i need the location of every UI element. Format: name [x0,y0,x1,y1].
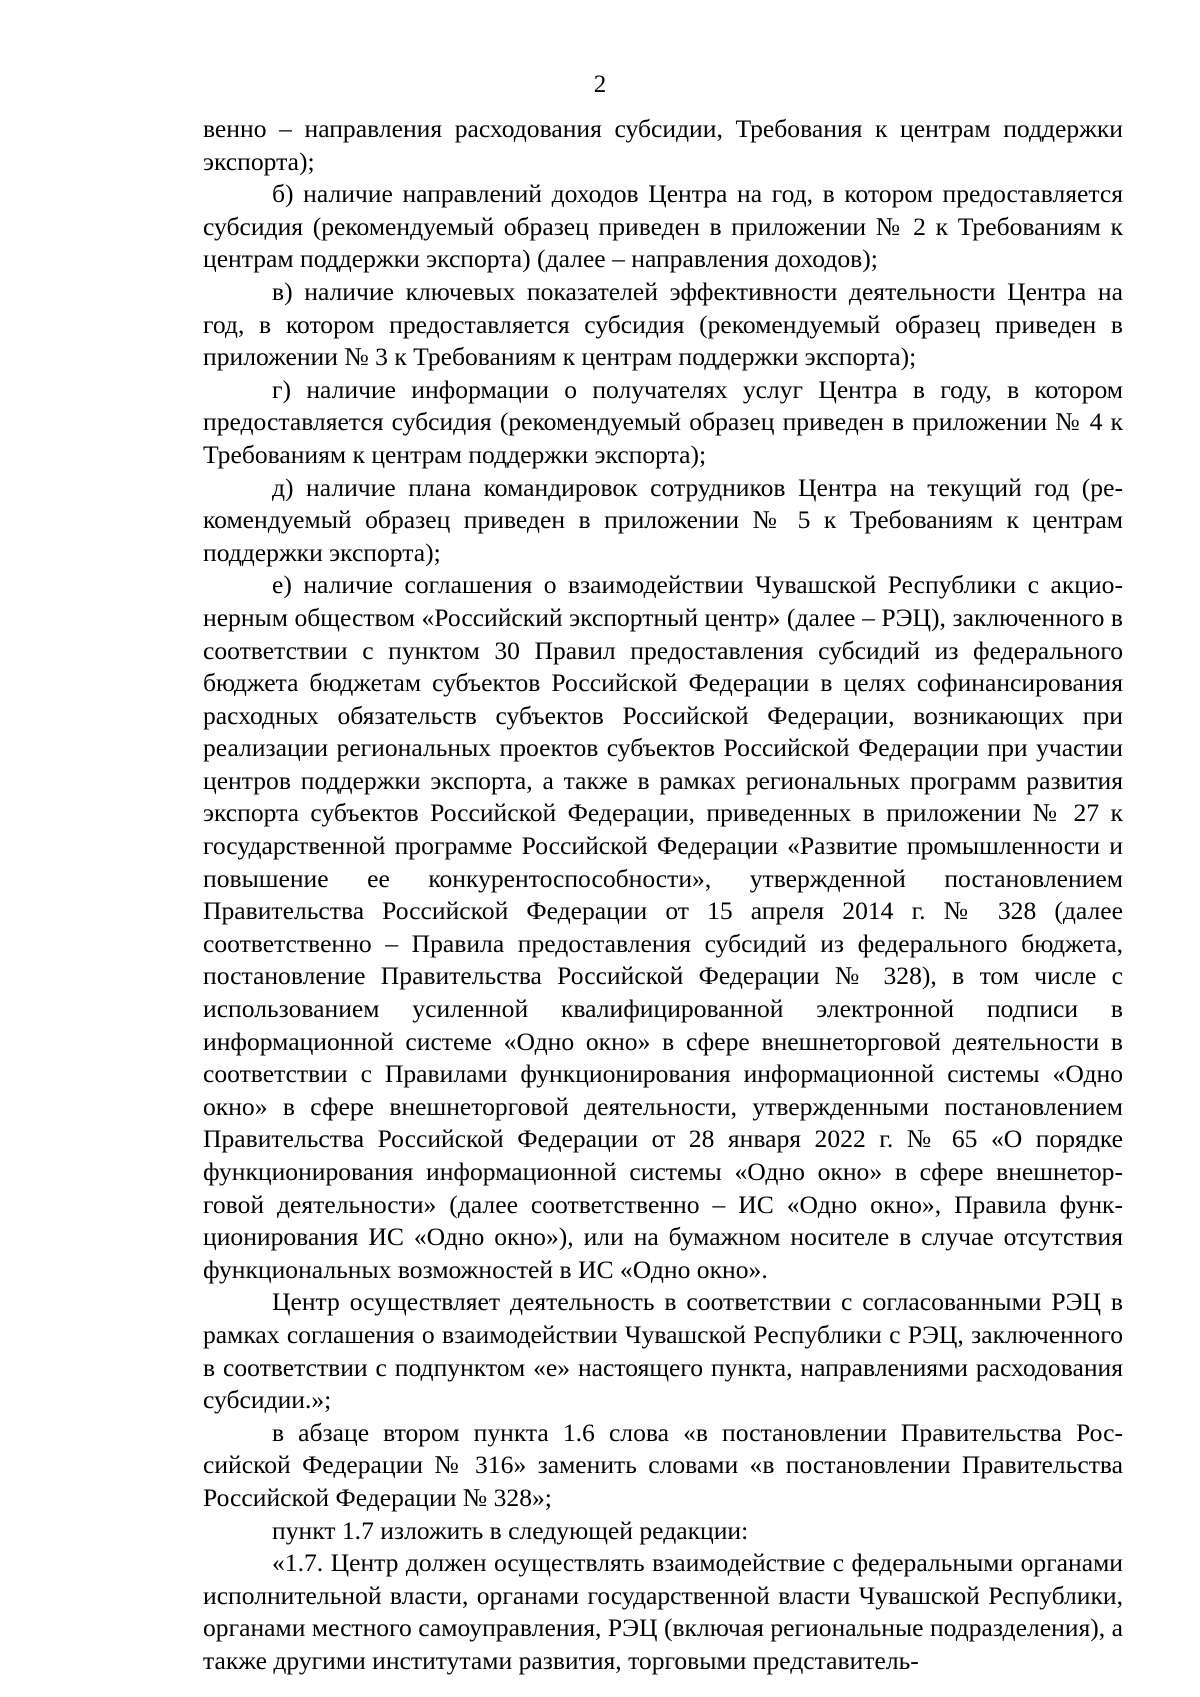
paragraph-amendment-1-7: пункт 1.7 изложить в следующей редакции: [272,1515,749,1545]
paragraph-item-v: в) наличие ключевых показателей эффективности деятельности Центра на год, в котором предоставляется субсидия (рекомендуемый образец приведен в приложении № 3 к Требованиям к центрам поддержки экспорта); [203,276,1123,372]
paragraph-center-activity: Центр осуществляет деятельность в соответствии с согласованными РЭЦ в рамках соглашения о взаимодействии Чувашской Республики с РЭЦ, заключенного в соответствии с подпунктом «е» настоящего пункта, направлениями расходования субсидии.»; [203,1287,1123,1415]
page-number: 2 [593,71,607,98]
paragraph-item-g: г) наличие информации о получателях услуг Центра в году, в котором предоставляется субсидия (рекомендуемый образец приведен в приложении № 4 к Требованиям к центрам поддержки экспорта); [203,374,1123,469]
paragraph-item-e: е) наличие соглашения о взаимодействии Чувашской Республики с акционерным обществом «Российский экспортный центр» (далее – РЭЦ), заключенного в соответствии с пунктом 30 Правил предоставления субсидий из федерального бюджета бюджетам субъектов Российской Федерации в целях софинансирования расходных обязательств субъектов Российской Федерации, возникающих при реализации региональных проектов субъектов Российской Федерации при участии центров поддержки экспорта, а также в рамках региональных программ развития экспорта субъектов Российской Федерации, приведенных в приложении № 27 к государственной программе Российской Федерации «Развитие промышленности и повышение ее конкурентоспособности», утвержденной постановлением Правительства Российской Федерации от 15 апреля 2014 г. № 328 (далее соответственно – Правила предоставления субсидий из федерального бюджета, постановление Правительства Российской Федерации № 328), в том числе с использованием усиленной квалифицированной электронной подписи в информационной системе «Одно окно» в сфере внешнеторговой деятельности в соответствии с Правилами функционирования информационной системы «Одно окно» в сфере внешнеторговой деятельности, утвержденными постановлением Правительства Российской Федерации от 28 января 2022 г. № 65 «О порядке функционирования информационной системы «Одно окно» в сфере внешнеторговой деятельности» (далее соответственно – ИС «Одно окно», Правила функционирования ИС «Одно окно»), или на бумажном носителе в случае отсутствия функциональных возможностей в ИС «Одно окно». [203,570,1123,1284]
paragraph-continuation: венно – направления расходования субсидии, Требования к центрам поддержки экспорта); [203,114,1123,176]
document-body [203,113,1123,1678]
paragraph-clause-1-7: «1.7. Центр должен осуществлять взаимодействие с федеральными органами исполнительной власти, органами государственной власти Чувашской Республики, органами местного самоуправления, РЭЦ (включая региональные подразделения), а также другими институтами развития, торговыми представитель- [203,1548,1123,1675]
paragraph-item-d: д) наличие плана командировок сотрудников Центра на текущий год (рекомендуемый образец приведен в приложении № 5 к Требованиям к центрам поддержки экспорта); [203,472,1123,567]
paragraph-amendment-1-6: в абзаце втором пункта 1.6 слова «в постановлении Правительства Российской Федерации № 316» заменить словами «в постановлении Правительства Российской Федерации № 328»; [203,1417,1123,1512]
paragraph-item-b: б) наличие направлений доходов Центра на год, в котором предоставляется субсидия (рекомендуемый образец приведен в приложении № 2 к Требованиям к центрам поддержки экспорта) (далее – направления доходов); [203,179,1123,274]
